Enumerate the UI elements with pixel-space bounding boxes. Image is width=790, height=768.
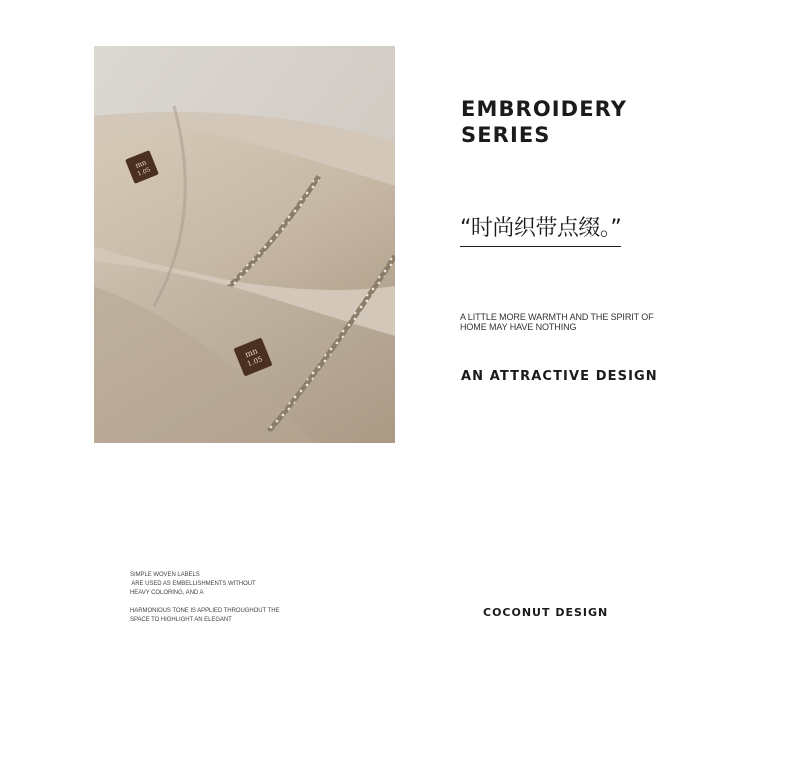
series-heading-line1: EMBROIDERY — [461, 97, 628, 121]
notes-line3: HEAVY COLORING, AND A — [130, 590, 204, 596]
coconut-design-heading: COCONUT DESIGN — [483, 606, 609, 619]
notes-spacer — [130, 598, 300, 607]
pillow-illustration — [94, 46, 395, 443]
label-text-top-1: mn — [134, 158, 148, 171]
series-heading — [461, 96, 761, 148]
series-heading-line2: SERIES — [461, 123, 551, 147]
label-text-top-2: 1.05 — [136, 166, 152, 178]
notes-line1: SIMPLE WOVEN LABELS — [130, 572, 200, 578]
label-text-bottom-2: 1.05 — [246, 355, 264, 369]
product-photo — [94, 46, 395, 443]
attractive-design-heading: AN ATTRACTIVE DESIGN — [461, 369, 658, 384]
notes-line5: SPACE TO HIGHLIGHT AN ELEGANT — [130, 617, 232, 623]
notes-line4: HARMONIOUS TONE IS APPLIED THROUGHOUT THE — [130, 608, 280, 614]
tagline — [460, 312, 680, 332]
tagline-line2: HOME MAY HAVE NOTHING — [460, 322, 577, 332]
description-notes — [130, 571, 300, 625]
chinese-quote: “时尚织带点缀。” — [460, 214, 621, 247]
tagline-line1: A LITTLE MORE WARMTH AND THE SPIRIT OF — [460, 312, 654, 322]
notes-line2: ARE USED AS EMBELLISHMENTS WITHOUT — [130, 581, 256, 587]
label-text-bottom-1: mn — [243, 346, 259, 360]
